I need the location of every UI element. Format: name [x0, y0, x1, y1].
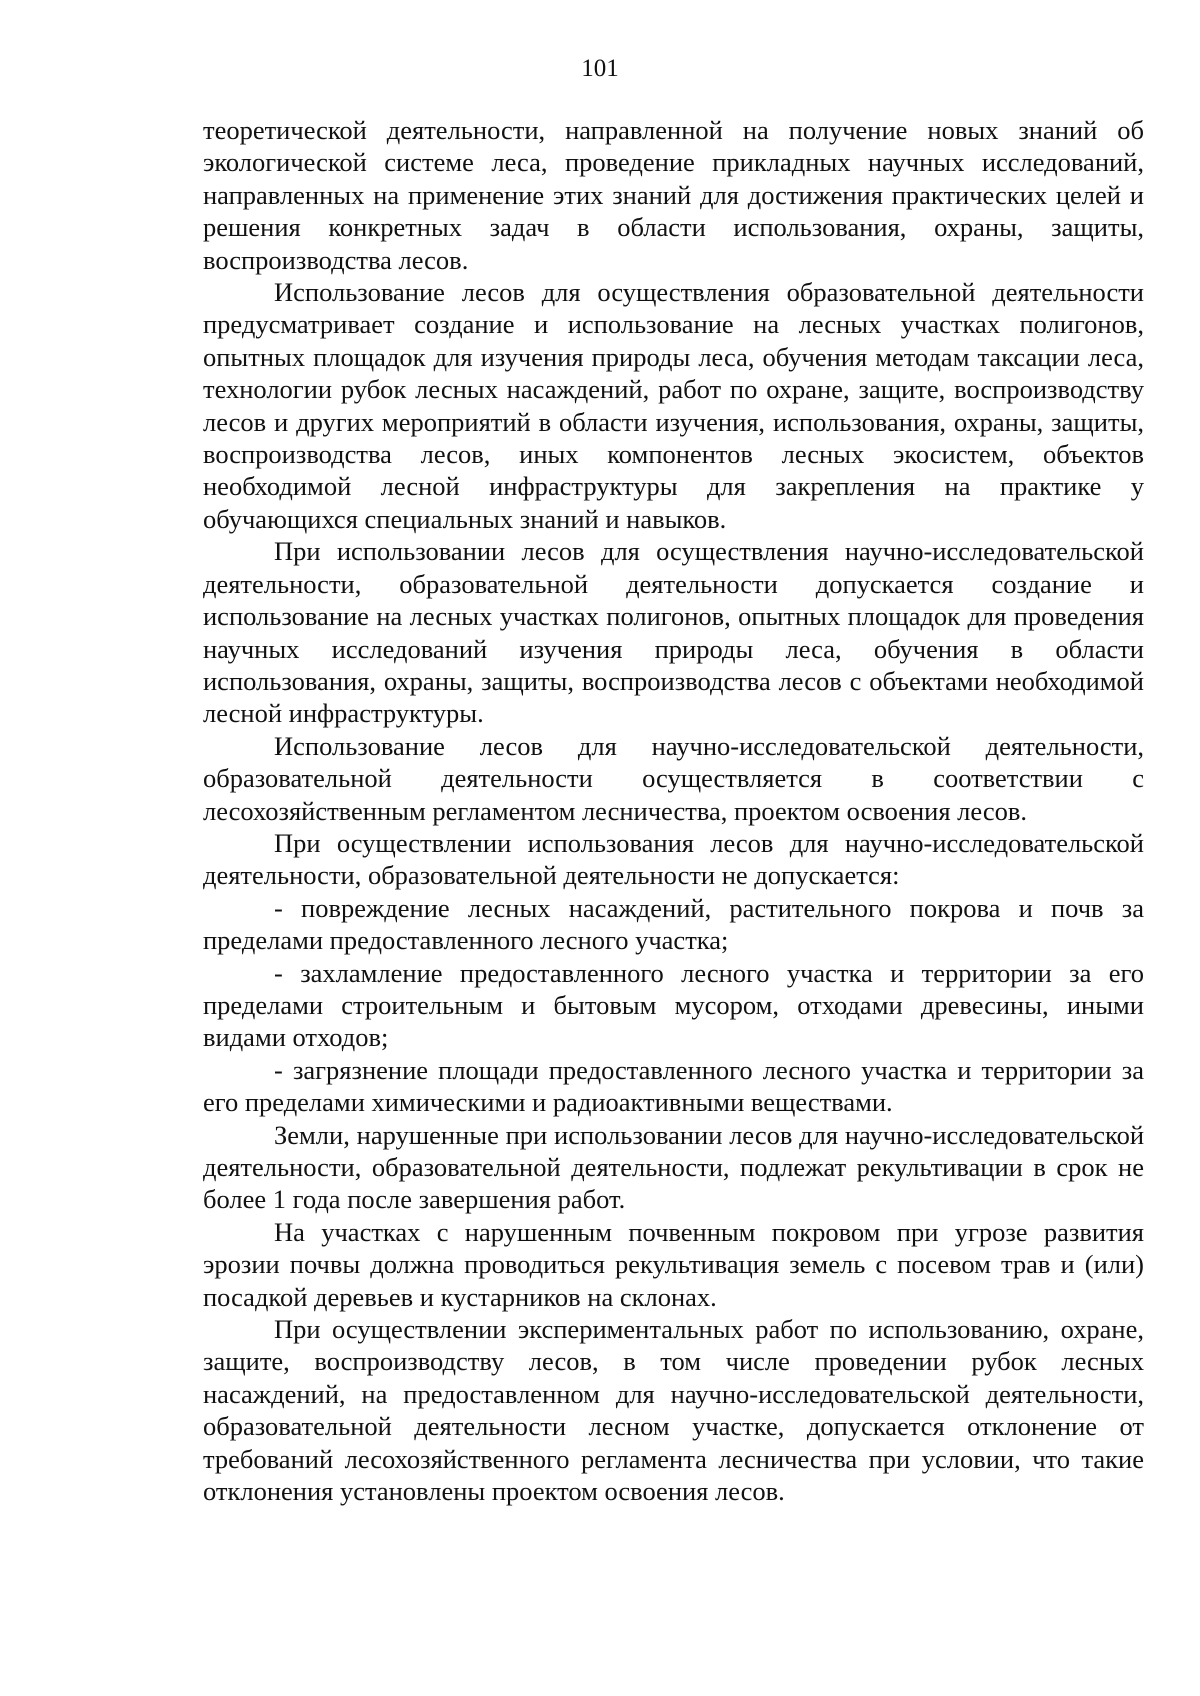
paragraph-prohibitions-intro: При осуществлении использования лесов для научно-исследовательской деятельности, образовательной деятельности не допускается: — [203, 827, 1144, 891]
list-item-damage: - повреждение лесных насаждений, растительного покрова и почв за пределами предоставленного лесного участка; — [203, 892, 1144, 956]
paragraph-erosion: На участках с нарушенным почвенным покровом при угрозе развития эрозии почвы должна проводиться рекультивация земель с посевом трав и (или) посадкой деревьев и кустарников на склонах. — [203, 1216, 1144, 1312]
list-item-pollution: - загрязнение площади предоставленного лесного участка и территории за его пределами химическими и радиоактивными веществами. — [203, 1054, 1144, 1118]
page-number: 101 — [581, 55, 619, 82]
paragraph-experimental-works: При осуществлении экспериментальных работ по использованию, охране, защите, воспроизводству лесов, в том числе проведении рубок лесных насаждений, на предоставленном для научно-исследовательской деятельности, образовательной деятельности лесном участке, допускается отклонение от требований лесохозяйственного регламента лесничества при условии, что такие отклонения установлены проектом освоения лесов. — [203, 1314, 1144, 1507]
paragraph-regulation-compliance: Использование лесов для научно-исследовательской деятельности, образовательной деятельности осуществляется в соответствии с лесохозяйственным регламентом лесничества, проектом освоения лесов. — [203, 730, 1144, 826]
paragraph-recultivation: Земли, нарушенные при использовании лесов для научно-исследовательской деятельности, образовательной деятельности, подлежат рекультивации в срок не более 1 года после завершения работ. — [203, 1119, 1144, 1215]
paragraph-continuation: теоретической деятельности, направленной на получение новых знаний об экологической системе леса, проведение прикладных научных исследований, направленных на применение этих знаний для достижения практических целей и решения конкретных задач в области использования, охраны, защиты, воспроизводства лесов. — [203, 115, 1144, 275]
paragraph-polygons-allowed: При использовании лесов для осуществления научно-исследовательской деятельности, образовательной деятельности допускается создание и использование на лесных участках полигонов, опытных площадок для проведения научных исследований изучения природы леса, обучения в области использования, охраны, защиты, воспроизводства лесов с объектами необходимой лесной инфраструктуры. — [203, 536, 1144, 729]
document-body — [203, 114, 1144, 1507]
paragraph-educational-use: Использование лесов для осуществления образовательной деятельности предусматривает создание и использование на лесных участках полигонов, опытных площадок для изучения природы леса, обучения методам таксации леса, технологии рубок лесных насаждений, работ по охране, защите, воспроизводству лесов и других мероприятий в области изучения, использования, охраны, защиты, воспроизводства лесов, иных компонентов лесных экосистем, объектов необходимой лесной инфраструктуры для закрепления на практике у обучающихся специальных знаний и навыков. — [203, 277, 1144, 534]
list-item-littering: - захламление предоставленного лесного участка и территории за его пределами строительным и бытовым мусором, отходами древесины, иными видами отходов; — [203, 957, 1144, 1053]
